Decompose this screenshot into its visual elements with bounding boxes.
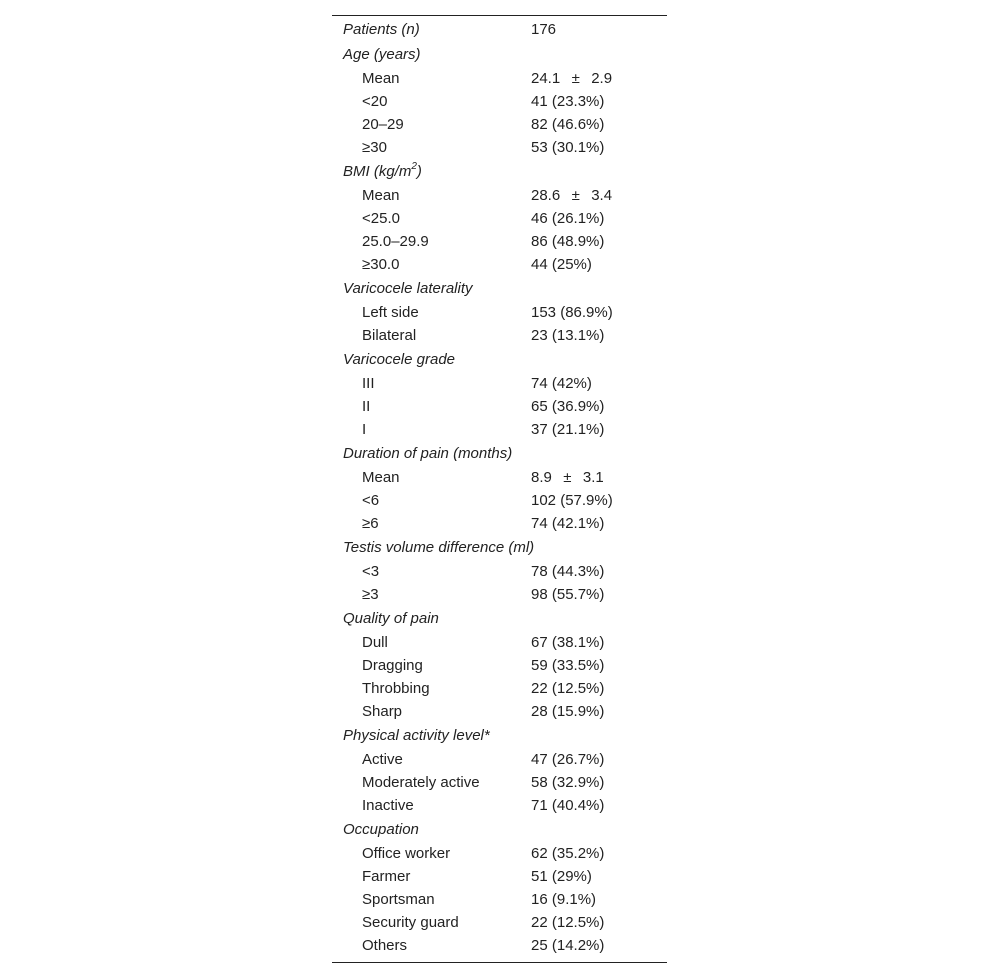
row-label-text: Security guard — [362, 914, 459, 931]
row-label-text: 20–29 — [362, 116, 404, 133]
row-label — [362, 466, 400, 489]
row-label — [362, 253, 399, 276]
table-section-header — [332, 276, 667, 301]
row-label — [343, 606, 439, 631]
table-row — [332, 631, 667, 654]
row-label — [362, 677, 430, 700]
row-label-text: ≥3 — [362, 586, 379, 603]
row-label-text: Occupation — [343, 821, 419, 838]
table-row — [332, 67, 667, 90]
row-label-text: BMI (kg/m — [343, 163, 412, 180]
row-label-text: Sportsman — [362, 891, 435, 908]
table-row — [332, 372, 667, 395]
row-label-text: Office worker — [362, 845, 451, 862]
row-label-suffix: * — [483, 727, 490, 744]
table-row — [332, 113, 667, 136]
table-row — [332, 207, 667, 230]
row-label-text: II — [362, 398, 371, 415]
row-label — [362, 301, 419, 324]
table-row — [332, 466, 667, 489]
row-label-text: 25.0–29.9 — [362, 233, 429, 250]
row-label-text: Varicocele grade — [343, 351, 456, 368]
row-label-text: Age (years) — [343, 46, 421, 63]
row-label — [343, 817, 419, 842]
plus-minus-sign: ± — [571, 70, 580, 87]
row-label-text: Quality of pain — [343, 610, 439, 627]
row-label — [362, 631, 388, 654]
row-label-text: ≥30 — [362, 139, 387, 156]
mean-value: 8.9 — [531, 469, 552, 486]
row-label-superscript: 2 — [411, 161, 417, 172]
row-value: 41 (23.3%) — [531, 93, 605, 110]
row-label — [343, 441, 512, 466]
row-label — [362, 418, 366, 441]
row-label-text: Physical activity level — [343, 727, 484, 744]
table-section-header — [332, 723, 667, 748]
row-label-text: Mean — [362, 70, 400, 87]
row-value: 22 (12.5%) — [531, 680, 605, 697]
row-value: 86 (48.9%) — [531, 233, 605, 250]
row-value: 23 (13.1%) — [531, 327, 605, 344]
table-section-header — [332, 17, 667, 42]
row-label-text: Dull — [362, 634, 388, 651]
table-row — [332, 253, 667, 276]
row-label — [362, 113, 404, 136]
table-section-header — [332, 347, 667, 372]
row-label-text: <6 — [362, 492, 380, 509]
row-value: 176 — [531, 21, 557, 38]
row-label — [362, 324, 416, 347]
sd-value: 2.9 — [591, 70, 613, 87]
row-label — [362, 911, 459, 934]
row-label-text: <20 — [362, 93, 388, 110]
row-label-suffix: ) — [416, 163, 422, 180]
row-label-text: Left side — [362, 304, 419, 321]
row-value: 67 (38.1%) — [531, 634, 605, 651]
row-value: 37 (21.1%) — [531, 421, 605, 438]
row-value: 59 (33.5%) — [531, 657, 605, 674]
row-label — [343, 723, 490, 748]
row-value: 82 (46.6%) — [531, 116, 605, 133]
row-label — [362, 90, 387, 113]
table-row — [332, 654, 667, 677]
mean-value: 28.6 — [531, 187, 561, 204]
row-value — [531, 67, 612, 90]
row-label — [362, 700, 402, 723]
row-label-text: Farmer — [362, 868, 411, 885]
table-row — [332, 395, 667, 418]
row-value: 58 (32.9%) — [531, 774, 605, 791]
table-row — [332, 888, 667, 911]
table-body — [332, 17, 667, 957]
table-row — [332, 489, 667, 512]
row-label-text: Throbbing — [362, 680, 430, 697]
row-label — [362, 748, 403, 771]
table-section-header — [332, 817, 667, 842]
table-row — [332, 560, 667, 583]
table-row — [332, 90, 667, 113]
row-label — [343, 159, 422, 184]
row-label — [362, 372, 375, 395]
row-label-text: Moderately active — [362, 774, 480, 791]
row-label — [362, 512, 379, 535]
row-label-text: Active — [362, 751, 403, 768]
row-label-text: Inactive — [362, 797, 414, 814]
row-label — [362, 842, 450, 865]
row-value: 62 (35.2%) — [531, 845, 605, 862]
row-label-text: Duration of pain (months) — [343, 445, 513, 462]
table-row — [332, 512, 667, 535]
table-row — [332, 771, 667, 794]
row-label — [362, 136, 387, 159]
sd-value: 3.4 — [591, 187, 613, 204]
row-value: 28 (15.9%) — [531, 703, 605, 720]
plus-minus-sign: ± — [571, 187, 580, 204]
row-label — [362, 207, 400, 230]
table-row — [332, 184, 667, 207]
row-label-text: ≥6 — [362, 515, 379, 532]
row-label — [362, 489, 379, 512]
row-label-text: Mean — [362, 187, 400, 204]
row-value: 51 (29%) — [531, 868, 592, 885]
table-row — [332, 700, 667, 723]
row-value: 98 (55.7%) — [531, 586, 605, 603]
table-section-header — [332, 159, 667, 184]
table-row — [332, 677, 667, 700]
row-label-text: Others — [362, 937, 408, 954]
table-section-header — [332, 606, 667, 631]
row-value — [531, 184, 612, 207]
row-label-text: ≥30.0 — [362, 256, 400, 273]
row-label-text: Sharp — [362, 703, 403, 720]
table-row — [332, 418, 667, 441]
row-label — [343, 276, 473, 301]
row-value: 74 (42%) — [531, 375, 592, 392]
row-label — [362, 395, 370, 418]
table-row — [332, 748, 667, 771]
row-label — [362, 654, 423, 677]
row-value: 46 (26.1%) — [531, 210, 605, 227]
row-label-text: Varicocele laterality — [343, 280, 473, 297]
row-label — [343, 347, 455, 372]
row-label — [343, 42, 421, 67]
table-row — [332, 865, 667, 888]
table-section-header — [332, 42, 667, 67]
row-label — [362, 67, 400, 90]
row-value: 65 (36.9%) — [531, 398, 605, 415]
row-value: 47 (26.7%) — [531, 751, 605, 768]
mean-value: 24.1 — [531, 70, 561, 87]
row-value: 44 (25%) — [531, 256, 592, 273]
row-value: 22 (12.5%) — [531, 914, 605, 931]
row-value: 102 (57.9%) — [531, 492, 613, 509]
row-label-text: III — [362, 375, 375, 392]
row-label-text: Patients (n) — [343, 21, 420, 38]
table-row — [332, 934, 667, 957]
row-label-text: Bilateral — [362, 327, 417, 344]
row-label — [362, 184, 400, 207]
row-value: 71 (40.4%) — [531, 797, 605, 814]
row-label-text: Mean — [362, 469, 400, 486]
row-value: 74 (42.1%) — [531, 515, 605, 532]
row-label — [362, 888, 435, 911]
patient-characteristics-table — [332, 15, 667, 963]
table-row — [332, 136, 667, 159]
row-label — [343, 535, 534, 560]
row-label-text: Testis volume difference (ml) — [343, 539, 535, 556]
plus-minus-sign: ± — [563, 469, 572, 486]
table-section-header — [332, 535, 667, 560]
row-label — [343, 17, 420, 42]
row-label — [362, 794, 414, 817]
row-label — [362, 583, 379, 606]
row-value: 25 (14.2%) — [531, 937, 605, 954]
row-label — [362, 934, 407, 957]
row-value: 16 (9.1%) — [531, 891, 597, 908]
table-row — [332, 583, 667, 606]
row-label-text: <3 — [362, 563, 380, 580]
table-row — [332, 911, 667, 934]
row-value — [531, 466, 604, 489]
row-label — [362, 865, 410, 888]
row-value: 153 (86.9%) — [531, 304, 613, 321]
row-value: 78 (44.3%) — [531, 563, 605, 580]
table-section-header — [332, 441, 667, 466]
row-label-text: <25.0 — [362, 210, 400, 227]
row-label — [362, 771, 480, 794]
row-value: 53 (30.1%) — [531, 139, 605, 156]
row-label-text: I — [362, 421, 367, 438]
row-label — [362, 560, 379, 583]
table-row — [332, 324, 667, 347]
sd-value: 3.1 — [582, 469, 604, 486]
row-label-text: Dragging — [362, 657, 423, 674]
row-label — [362, 230, 429, 253]
table-row — [332, 842, 667, 865]
table-row — [332, 230, 667, 253]
table-row — [332, 301, 667, 324]
table-row — [332, 794, 667, 817]
